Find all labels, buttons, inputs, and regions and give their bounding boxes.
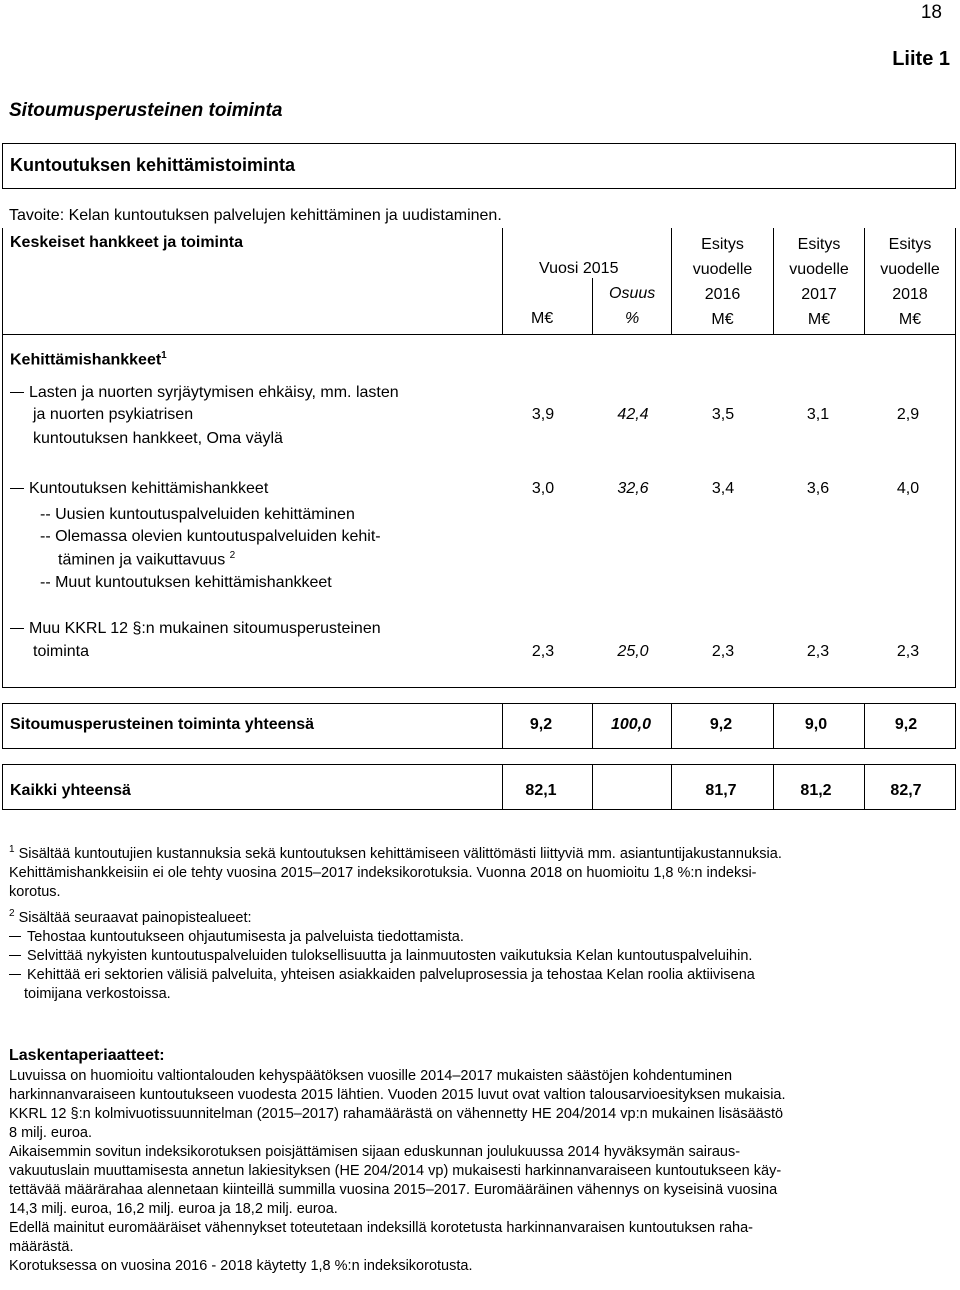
row-other-2015: 2,3 <box>531 643 555 660</box>
basis-line: vakuutuslain muuttamisesta annetun lakiesityksen (HE 204/2014 vp) mukaisesti harkinnanvaraiseen kuntoutukseen käy- <box>9 1163 782 1179</box>
row-rehab-sub-4: -- Muut kuntoutuksen kehittämishankkeet <box>40 574 332 591</box>
basis-line: tettävää määrärahaa alennetaan kiinteillä summilla vuosina 2015–2017. Euromääräinen vähennys on kyseisinä vuosina <box>9 1182 778 1198</box>
total-all-row <box>2 764 956 810</box>
header-percent: % <box>625 310 640 327</box>
row-youth-2018: 2,9 <box>896 406 920 423</box>
total-all-2018: 82,7 <box>890 782 922 799</box>
basis-line: määrästä. <box>9 1239 74 1255</box>
total-commitment-share: 100,0 <box>610 716 652 733</box>
row-rehab-2015: 3,0 <box>531 480 555 497</box>
row-rehab-2017: 3,6 <box>806 480 830 497</box>
basis-line: 14,3 milj. euroa, 16,2 milj. euroa ja 18,2 milj. euroa. <box>9 1201 338 1217</box>
row-youth-share: 42,4 <box>617 406 649 423</box>
header-share: Osuus <box>609 285 656 302</box>
section-title: Kuntoutuksen kehittämistoiminta <box>10 155 296 175</box>
table-head-label: Keskeiset hankkeet ja toiminta <box>10 234 243 251</box>
group-development-projects: Kehittämishankkeet$^1$ <box>10 350 167 369</box>
basis-heading: Laskentaperiaatteet: <box>9 1047 165 1064</box>
goal-text: Tavoite: Kelan kuntoutuksen palvelujen kehittäminen ja uudistaminen. <box>9 207 502 224</box>
header-unit-2015: M€ <box>531 310 554 327</box>
header-year-2015: Vuosi 2015 <box>539 260 619 277</box>
total-commitment-label: Sitoumusperusteinen toiminta yhteensä <box>10 716 315 733</box>
calculation-basis <box>9 1046 786 1276</box>
row-youth-2015: 3,9 <box>531 406 555 423</box>
basis-line: 8 milj. euroa. <box>9 1125 93 1141</box>
row-other-2018: 2,3 <box>896 643 920 660</box>
total-all-label: Kaikki yhteensä <box>10 782 131 799</box>
basis-line: Korotuksessa on vuosina 2016 - 2018 käytetty 1,8 %:n indeksikorotusta. <box>9 1258 473 1274</box>
row-rehab-sub-1: -- Uusien kuntoutuspalveluiden kehittäminen <box>40 506 355 523</box>
basis-line: harkinnanvaraiseen kuntoutukseen vuodesta 2015 lähtien. Vuoden 2015 luvut ovat valtion talousarvioesityksen mukaisia. <box>9 1087 786 1103</box>
header-2016: Esitys vuodelle 2016 M€ <box>692 236 753 328</box>
header-2017: Esitys vuodelle 2017 M€ <box>789 236 849 328</box>
row-rehab-share: 32,6 <box>617 480 649 497</box>
row-youth-label-2: ja nuorten psykiatrisen <box>33 406 194 423</box>
section-box <box>2 143 956 189</box>
total-commitment-2017: 9,0 <box>804 716 828 733</box>
row-other-label-2: toiminta <box>33 643 90 660</box>
basis-line: Luvuissa on huomioitu valtiontalouden kehyspäätöksen vuosille 2014–2017 mukaisten säästöjen kohdentuminen <box>9 1068 733 1084</box>
row-rehab-2018: 4,0 <box>896 480 920 497</box>
row-other-2016: 2,3 <box>711 643 735 660</box>
page-title: Sitoumusperusteinen toiminta <box>9 100 283 121</box>
table-header <box>2 228 956 335</box>
row-youth-2017: 3,1 <box>806 406 830 423</box>
total-commitment-2018: 9,2 <box>894 716 918 733</box>
row-youth-2016: 3,5 <box>711 406 735 423</box>
total-commitment-row <box>2 703 956 749</box>
row-rehab-label: Kuntoutuksen kehittämishankkeet <box>10 480 268 498</box>
row-other-share: 25,0 <box>617 643 649 660</box>
total-commitment-2016: 9,2 <box>709 716 733 733</box>
row-rehab-sub-3: täminen ja vaikuttavuus $^2$ <box>58 550 236 569</box>
row-rehab-sub-2: -- Olemassa olevien kuntoutuspalveluiden kehit- <box>40 528 381 545</box>
row-other-2017: 2,3 <box>806 643 830 660</box>
page-number: 18 <box>920 2 942 23</box>
footnotes: $^1$ Sisältää kuntoutujien kustannuksia sekä kuntoutuksen kehittämiseen välittömästi liittyviä mm. asiantuntijakustannuksia. Kehittämishankkeisiin ei ole tehty vuosina 2015–2017 indeksikorotuksia. Vuonna 2018 on huomioitu 1,8 %:n indeksi- korotus. $^2$ Sisältää seuraavat painopistealueet: Tehostaa kuntoutukseen ohjautumisesta ja palveluista tiedottamista. Selvittää nykyisten kuntoutuspalveluiden tuloksellisuutta ja lainmuutosten vaikutuksia Kelan kuntoutuspalveluihin. Kehittää eri sektorien välisiä palveluita, yhteisen asiakkaiden palveluprosessia ja tehostaa Kelan roolia aktiivisena toimijana verkostoissa. <box>9 844 782 1002</box>
total-all-2015: 82,1 <box>525 782 557 799</box>
basis-line: KKRL 12 §:n kolmivuotissuunnitelman (2015–2017) rahamäärästä on vähennetty HE 204/2014 vp:n mukainen lisäsäästö <box>9 1106 784 1122</box>
row-youth-label: Lasten ja nuorten syrjäytymisen ehkäisy, mm. lasten <box>10 384 399 402</box>
row-rehab-2016: 3,4 <box>711 480 735 497</box>
basis-line: Aikaisemmin sovitun indeksikorotuksen poisjättämisen sijaan eduskunnan joulukuussa 2014 hyväksymän sairaus- <box>9 1144 741 1160</box>
basis-line: Edellä mainitut euromääräiset vähennykset toteutetaan indeksillä korotetusta harkinnanvaraisen kuntoutuksen raha- <box>9 1220 753 1236</box>
row-other-label: Muu KKRL 12 §:n mukainen sitoumusperusteinen <box>10 620 381 638</box>
total-all-2016: 81,7 <box>705 782 737 799</box>
total-commitment-2015: 9,2 <box>529 716 553 733</box>
table-body <box>2 334 956 688</box>
header-2018: Esitys vuodelle 2018 M€ <box>880 236 940 328</box>
row-youth-label-3: kuntoutuksen hankkeet, Oma väylä <box>33 430 283 447</box>
attachment-label: Liite 1 <box>892 48 950 70</box>
total-all-2017: 81,2 <box>800 782 832 799</box>
